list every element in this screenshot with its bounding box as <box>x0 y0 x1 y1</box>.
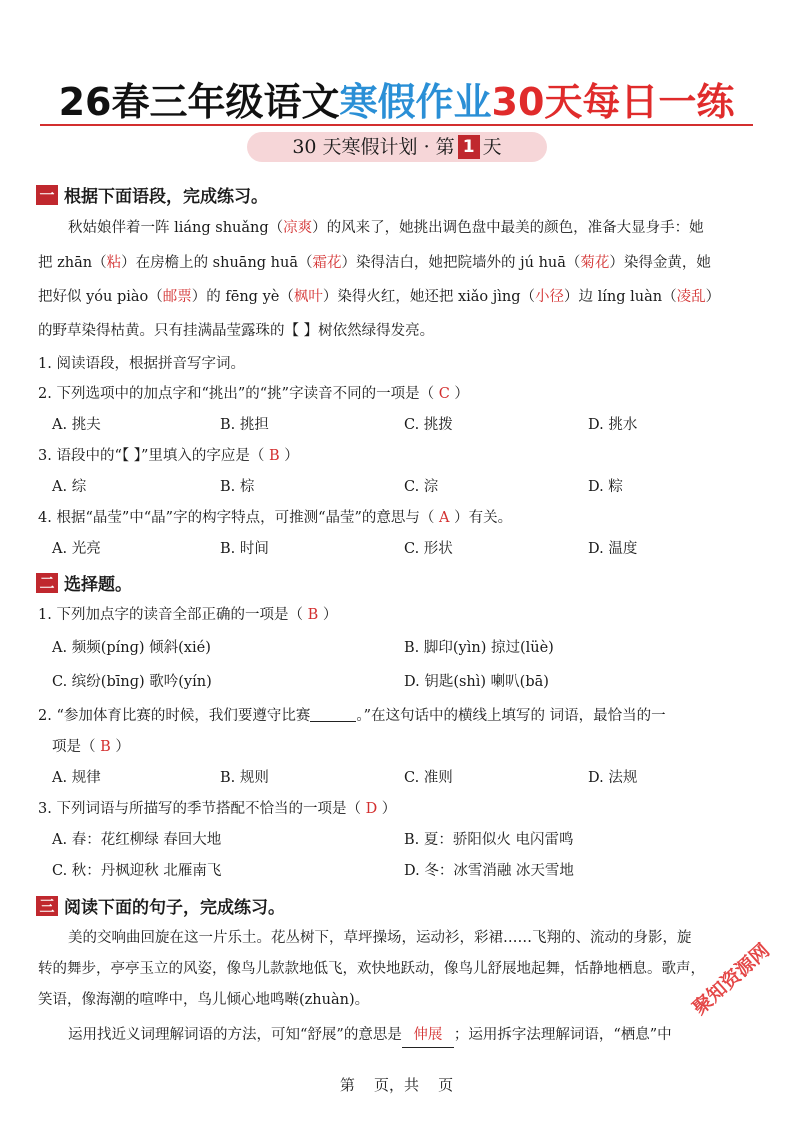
s2-q3-options-row-2 <box>0 859 793 883</box>
option-c: C. 缤纷(bīnɡ) 歌吟(yín) <box>52 674 212 690</box>
section-3-badge: 三 <box>36 896 58 916</box>
option-b: B. 夏：骄阳似火 电闪雷鸣 <box>404 832 574 848</box>
s1-question-4: 4. 根据“晶莹”中“晶”字的构字特点，可推测“晶莹”的意思与（ A ）有关。 <box>38 510 513 526</box>
s1-q3-options <box>0 475 793 499</box>
title-homework: 寒假作业 <box>339 80 492 124</box>
answer-word: 凌乱 <box>676 289 706 305</box>
option-c: C. 准则 <box>404 770 453 786</box>
plan-banner <box>247 132 547 162</box>
option-a: A. 光亮 <box>52 541 101 557</box>
s3-paragraph-line-2: 转的舞步，亭亭玉立的风姿，像鸟儿款款地低飞，欢快地跃动，像鸟儿舒展地起舞，恬静地栖息。歌声， <box>38 961 705 977</box>
answer-choice: C <box>438 386 450 402</box>
option-b: B. 挑担 <box>220 417 269 433</box>
option-a: A. 频频(pínɡ) 倾斜(xié) <box>52 640 211 656</box>
option-d: D. 法规 <box>588 770 638 786</box>
s2-q2-options <box>0 766 793 790</box>
s1-question-3: 3. 语段中的“【 】”里填入的字应是（ B ） <box>38 448 299 464</box>
page-title <box>0 78 793 126</box>
answer-fill: 伸展 <box>402 1023 454 1048</box>
s1-paragraph-line-1: 秋姑娘伴着一阵 liáng shuǎng（凉爽）的风来了，她挑出调色盘中最美的颜色，准备大显身手：她 <box>68 220 704 236</box>
s2-question-1: 1. 下列加点字的读音全部正确的一项是（ B ） <box>38 607 338 623</box>
s3-question-line: 运用找近义词理解词语的方法，可知“舒展”的意思是 伸展 ；运用拆字法理解词语，“栖息”中 <box>68 1023 788 1048</box>
answer-word: 小径 <box>535 289 565 305</box>
option-b: B. 时间 <box>220 541 269 557</box>
day-number-badge: 1 <box>458 135 480 159</box>
option-a: A. 规律 <box>52 770 101 786</box>
s1-paragraph-line-2: 把 zhān（粘）在房檐上的 shuāng huā（霜花）染得洁白，她把院墙外的 jú huā（菊花）染得金黄，她 <box>38 255 711 271</box>
answer-choice: B <box>100 739 111 755</box>
section-2-title: 选择题。 <box>64 575 132 595</box>
fill-blank <box>310 706 356 722</box>
answer-choice: B <box>307 607 319 623</box>
option-a: A. 挑夫 <box>52 417 101 433</box>
option-a: A. 春：花红柳绿 春回大地 <box>52 832 222 848</box>
answer-word: 邮票 <box>162 289 192 305</box>
option-d: D. 冬：冰雪消融 冰天雪地 <box>404 863 574 879</box>
s2-q1-options-row-2 <box>0 670 793 694</box>
answer-word: 粘 <box>106 255 122 271</box>
s2-question-3: 3. 下列词语与所描写的季节搭配不恰当的一项是（ D ） <box>38 801 397 817</box>
answer-choice: B <box>269 448 280 464</box>
s1-question-1: 1. 阅读语段，根据拼音写字词。 <box>38 356 245 372</box>
s3-paragraph-line-3: 笑语，像海潮的喧哗中，鸟儿倾心地鸣啭(zhuàn)。 <box>38 992 370 1008</box>
s2-q1-options-row-1 <box>0 636 793 660</box>
watermark: 聚知资源网 <box>688 939 775 1020</box>
answer-word: 霜花 <box>312 255 342 271</box>
section-3-title: 阅读下面的句子，完成练习。 <box>64 898 285 918</box>
s1-q4-options <box>0 537 793 561</box>
title-underline <box>40 124 753 126</box>
s1-question-2: 2. 下列选项中的加点字和“挑出”的“挑”字读音不同的一项是（ C ） <box>38 386 469 402</box>
plan-prefix: 30 天寒假计划 · 第 <box>292 136 455 158</box>
option-d: D. 挑水 <box>588 417 638 433</box>
plan-suffix: 天 <box>482 136 502 158</box>
s2-q3-options-row-1 <box>0 828 793 852</box>
s2-question-2-cont: 项是（ B ） <box>52 739 130 755</box>
section-1-badge: 一 <box>36 185 58 205</box>
title-daily: 30天每日一练 <box>491 80 735 124</box>
section-2-heading <box>36 570 132 596</box>
option-d: D. 粽 <box>588 479 623 495</box>
page-footer: 第 页，共 页 <box>339 1076 454 1094</box>
option-c: C. 挑拨 <box>404 417 453 433</box>
option-c: C. 秋：丹枫迎秋 北雁南飞 <box>52 863 222 879</box>
s3-paragraph-line-1: 美的交响曲回旋在这一片乐土。花丛树下，草坪操场，运动衫，彩裙……飞翔的、流动的身影，旋 <box>68 930 692 946</box>
section-2-badge: 二 <box>36 573 58 593</box>
answer-choice: D <box>365 801 378 817</box>
answer-word: 枫叶 <box>293 289 323 305</box>
option-b: B. 脚印(yìn) 掠过(lüè) <box>404 640 554 656</box>
s2-question-2: 2. “参加体育比赛的时候，我们要遵守比赛 。”在这句话中的横线上填写的 词语，最恰当的一 <box>38 708 666 724</box>
option-c: C. 形状 <box>404 541 453 557</box>
s1-paragraph-line-4: 的野草染得枯黄。只有挂满晶莹露珠的【 】树依然绿得发亮。 <box>38 323 435 339</box>
option-b: B. 棕 <box>220 479 255 495</box>
section-1-heading <box>36 182 268 208</box>
option-d: D. 钥匙(shì) 喇叭(bā) <box>404 674 549 690</box>
section-3-heading <box>36 893 285 919</box>
option-d: D. 温度 <box>588 541 638 557</box>
answer-choice: A <box>439 510 450 526</box>
title-grade: 26春三年级语文 <box>58 80 340 124</box>
answer-word: 凉爽 <box>283 220 313 236</box>
option-b: B. 规则 <box>220 770 269 786</box>
s1-q2-options <box>0 413 793 437</box>
answer-word: 菊花 <box>580 255 610 271</box>
option-a: A. 综 <box>52 479 87 495</box>
section-1-title: 根据下面语段，完成练习。 <box>64 187 268 207</box>
option-c: C. 淙 <box>404 479 439 495</box>
s1-paragraph-line-3: 把好似 yóu piào（邮票）的 fēng yè（枫叶）染得火红，她还把 xiǎo jìng（小径）边 líng luàn（凌乱） <box>38 289 721 305</box>
